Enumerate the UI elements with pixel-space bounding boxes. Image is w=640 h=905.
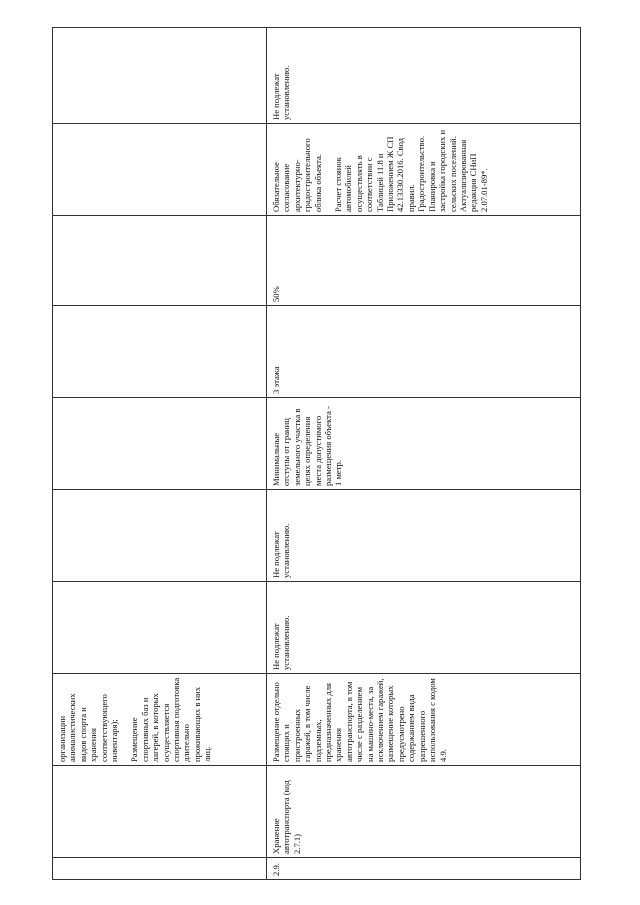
cell-other-params xyxy=(267,124,581,216)
description-paragraph: Размещение спортивных баз и лагерей, в которых осуществляется спортивная подготовка длительно проживающих в них лиц. xyxy=(129,677,213,762)
cell-max-coverage: 50% xyxy=(267,216,581,306)
cell-max-floors: 3 этажа xyxy=(267,306,581,398)
cell-restrictions xyxy=(53,28,267,124)
cell-restrictions: Не подлежат установлению. xyxy=(267,28,581,124)
description-paragraph: организации анималистических видов спорта и хранения соответствующего инвентаря); xyxy=(57,693,120,762)
cell-other-params xyxy=(53,124,267,216)
cell-setbacks xyxy=(53,398,267,490)
cell-number xyxy=(53,858,267,880)
cell-max-plot-size: Не подлежат установлению. xyxy=(267,490,581,582)
rotated-table-container xyxy=(52,28,580,880)
cell-min-plot-size xyxy=(53,582,267,674)
cell-name xyxy=(53,766,267,858)
zoning-regulations-table xyxy=(52,27,581,880)
table-row-2-9 xyxy=(267,28,581,880)
table-row-continued xyxy=(53,28,267,880)
cell-max-plot-size xyxy=(53,490,267,582)
other-paragraph: Расчет стоянок автомобилей осуществлять в соответствии с Таблицей 11.8 и Приложением Ж СП 42.13330.2016. Свод правил. Градостроительство. Планировка и застройка городских и сельских поселений. Актуализированная редакция СНиП 2.07.01-89*. xyxy=(333,129,489,212)
cell-max-floors xyxy=(53,306,267,398)
cell-max-coverage xyxy=(53,216,267,306)
cell-setbacks: Минимальные отступы от границ земельного участка в целях определения места допустимого размещения объекта - 1 метр. xyxy=(267,398,581,490)
cell-description: Размещение отдельно стоящих и пристроенных гаражей, в том числе подземных, предназначенных для хранения автотранспорта, в том числе с разделением на машино-места, за исключением гаражей, размещение которых предусмотрено содержанием вида разрешенного использования с кодом 4.9. xyxy=(267,674,581,766)
cell-min-plot-size: Не подлежат установлению. xyxy=(267,582,581,674)
cell-name: Хранение автотранспорта (код 2.7.1) xyxy=(267,766,581,858)
other-paragraph: Обязательное согласование архитектурно-градостроительного облика объекта. xyxy=(271,138,323,212)
cell-number: 2.9. xyxy=(267,858,581,880)
cell-description xyxy=(53,674,267,766)
